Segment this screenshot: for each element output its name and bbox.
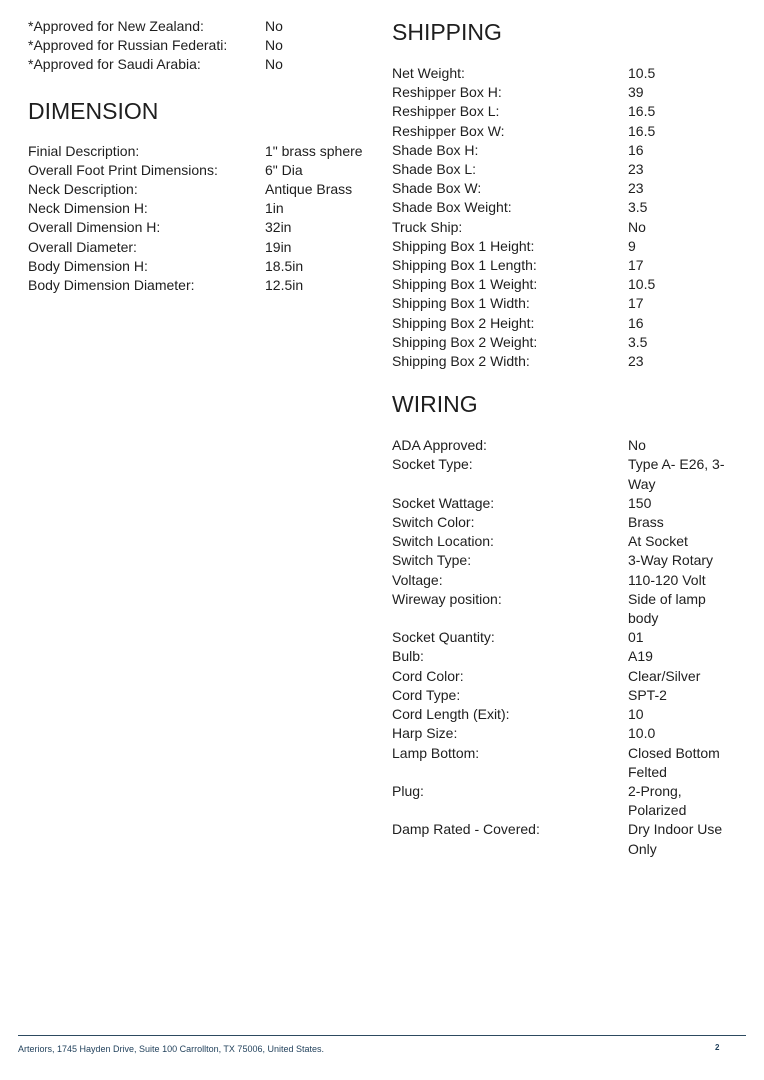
- spec-row: [392, 782, 742, 820]
- left-column: [28, 0, 368, 295]
- spec-value: 16: [628, 141, 644, 158]
- spec-value: 9: [628, 237, 636, 254]
- dimension-heading: DIMENSION: [28, 97, 159, 124]
- spec-value: Closed Bottom Felted: [628, 744, 720, 780]
- spec-label: Overall Diameter:: [28, 238, 137, 255]
- spec-row: [392, 705, 742, 724]
- spec-row: [28, 142, 368, 161]
- spec-row: [28, 276, 368, 295]
- spec-label: Switch Type:: [392, 552, 472, 569]
- spec-value: SPT-2: [628, 686, 667, 703]
- spec-label: Socket Type:: [392, 456, 473, 473]
- spec-value: No: [265, 56, 283, 73]
- spec-label: Plug:: [392, 782, 424, 799]
- spec-value: 23: [628, 353, 644, 370]
- spec-row: [392, 667, 742, 686]
- spec-label: Overall Dimension H:: [28, 219, 161, 236]
- spec-value: 32in: [265, 219, 292, 236]
- spec-value: At Socket: [628, 533, 688, 550]
- spec-row: [392, 513, 742, 532]
- spec-value: 10.5: [628, 276, 656, 293]
- spec-row: [392, 179, 742, 198]
- spec-label: Finial Description:: [28, 142, 140, 159]
- spec-row: [392, 333, 742, 352]
- spec-label: Switch Location:: [392, 533, 494, 550]
- spec-label: Shade Box L:: [392, 161, 477, 178]
- spec-row: [392, 314, 742, 333]
- spec-row: [392, 455, 742, 493]
- spec-label: Switch Color:: [392, 514, 475, 531]
- spec-value: 10.0: [628, 725, 656, 742]
- spec-value: 23: [628, 180, 644, 197]
- wiring-section: [392, 436, 742, 858]
- spec-value: Clear/Silver: [628, 667, 701, 684]
- spec-value: 1in: [265, 200, 284, 217]
- spec-row: [28, 218, 368, 237]
- spec-row: [28, 161, 368, 180]
- spec-label: *Approved for New Zealand:: [28, 18, 204, 34]
- spec-value: 2-Prong, Polarized: [628, 782, 687, 819]
- spec-value: 39: [628, 84, 644, 101]
- spec-row: [392, 352, 742, 371]
- spec-label: Wireway position:: [392, 590, 502, 607]
- spec-value: 16.5: [628, 103, 656, 120]
- spec-label: Reshipper Box W:: [392, 122, 505, 139]
- spec-value: 6" Dia: [265, 161, 303, 178]
- spec-value: 3.5: [628, 333, 648, 350]
- spec-row: [392, 494, 742, 513]
- spec-row: [392, 275, 742, 294]
- spec-label: Neck Dimension H:: [28, 200, 148, 217]
- spec-value: 3.5: [628, 199, 648, 216]
- spec-row: [392, 64, 742, 83]
- spec-label: Cord Color:: [392, 667, 464, 684]
- spec-value: 16: [628, 314, 644, 331]
- spec-label: Bulb:: [392, 648, 424, 665]
- spec-label: Lamp Bottom:: [392, 744, 480, 761]
- spec-label: Shipping Box 1 Height:: [392, 237, 535, 254]
- spec-value: 01: [628, 629, 644, 646]
- spec-value: No: [628, 218, 646, 235]
- right-column: [392, 0, 742, 859]
- spec-label: Shipping Box 1 Width:: [392, 295, 530, 312]
- spec-label: Neck Description:: [28, 181, 138, 198]
- spec-row: [392, 160, 742, 179]
- spec-label: Shipping Box 1 Weight:: [392, 276, 538, 293]
- spec-label: Cord Type:: [392, 686, 461, 703]
- spec-value: Dry Indoor Use Only: [628, 821, 723, 857]
- spec-label: Harp Size:: [392, 725, 458, 742]
- spec-row: [28, 55, 368, 74]
- spec-label: Shade Box W:: [392, 180, 482, 197]
- spec-label: Socket Wattage:: [392, 494, 495, 511]
- spec-label: Damp Rated - Covered:: [392, 821, 540, 838]
- spec-row: [392, 628, 742, 647]
- spec-row: [392, 744, 742, 782]
- spec-label: Net Weight:: [392, 65, 465, 81]
- dimension-section: [28, 142, 368, 296]
- spec-value: 12.5in: [265, 277, 304, 294]
- spec-value: Type A- E26, 3-Way: [628, 456, 725, 492]
- spec-label: Body Dimension H:: [28, 257, 148, 274]
- spec-row: [392, 83, 742, 102]
- spec-value: 19in: [265, 238, 292, 255]
- spec-label: Shipping Box 1 Length:: [392, 257, 537, 274]
- spec-value: 110-120 Volt: [628, 571, 706, 588]
- spec-row: [392, 551, 742, 570]
- spec-label: Reshipper Box L:: [392, 103, 500, 120]
- spec-value: Side of lamp body: [628, 590, 706, 627]
- spec-row: [392, 141, 742, 160]
- spec-label: Shipping Box 2 Weight:: [392, 333, 538, 350]
- spec-row: [392, 647, 742, 666]
- spec-value: 150: [628, 494, 652, 511]
- spec-label: Shade Box Weight:: [392, 199, 512, 216]
- spec-row: [28, 257, 368, 276]
- spec-row: [392, 571, 742, 590]
- footer-address: Arteriors, 1745 Hayden Drive, Suite 100 Carrollton, TX 75006, United States.: [18, 1044, 324, 1054]
- approvals-section: [28, 0, 368, 75]
- spec-row: [28, 180, 368, 199]
- spec-label: Cord Length (Exit):: [392, 706, 510, 723]
- spec-row: [28, 238, 368, 257]
- spec-value: No: [265, 18, 283, 34]
- spec-row: [28, 36, 368, 55]
- spec-value: No: [265, 37, 283, 54]
- spec-row: [392, 218, 742, 237]
- spec-value: 16.5: [628, 122, 656, 139]
- spec-label: Truck Ship:: [392, 218, 463, 235]
- spec-value: Antique Brass: [265, 181, 353, 198]
- spec-row: [28, 199, 368, 218]
- shipping-section: [392, 64, 742, 371]
- spec-label: Shade Box H:: [392, 141, 479, 158]
- spec-value: Brass: [628, 514, 664, 531]
- spec-row: [392, 122, 742, 141]
- spec-row: [392, 198, 742, 217]
- spec-label: Reshipper Box H:: [392, 84, 502, 101]
- spec-value: 17: [628, 257, 644, 274]
- shipping-heading: SHIPPING: [392, 19, 502, 45]
- spec-row: [392, 294, 742, 313]
- spec-label: Overall Foot Print Dimensions:: [28, 161, 218, 178]
- spec-label: *Approved for Saudi Arabia:: [28, 56, 201, 73]
- spec-label: Shipping Box 2 Height:: [392, 314, 535, 331]
- spec-row: [392, 820, 742, 858]
- spec-value: A19: [628, 648, 653, 665]
- spec-row: [392, 724, 742, 743]
- spec-value: 1" brass sphere: [265, 142, 363, 159]
- spec-value: 23: [628, 161, 644, 178]
- spec-row: [28, 17, 368, 36]
- spec-label: Shipping Box 2 Width:: [392, 353, 530, 370]
- spec-row: [392, 590, 742, 628]
- spec-label: Socket Quantity:: [392, 629, 495, 646]
- spec-label: ADA Approved:: [392, 437, 487, 454]
- spec-row: [392, 436, 742, 455]
- spec-row: [392, 532, 742, 551]
- spec-label: Body Dimension Diameter:: [28, 277, 195, 294]
- spec-value: 3-Way Rotary: [628, 552, 714, 569]
- spec-value: 18.5in: [265, 257, 304, 274]
- wiring-heading: WIRING: [392, 391, 478, 418]
- page-number: 2: [715, 1043, 720, 1052]
- spec-row: [392, 686, 742, 705]
- spec-row: [392, 237, 742, 256]
- spec-row: [392, 102, 742, 121]
- spec-value: 10.5: [628, 65, 656, 81]
- footer-divider: [18, 1035, 746, 1036]
- spec-row: [392, 256, 742, 275]
- spec-label: Voltage:: [392, 571, 443, 588]
- spec-value: No: [628, 437, 646, 454]
- spec-value: 10: [628, 706, 644, 723]
- spec-label: *Approved for Russian Federati:: [28, 37, 228, 54]
- spec-value: 17: [628, 295, 644, 312]
